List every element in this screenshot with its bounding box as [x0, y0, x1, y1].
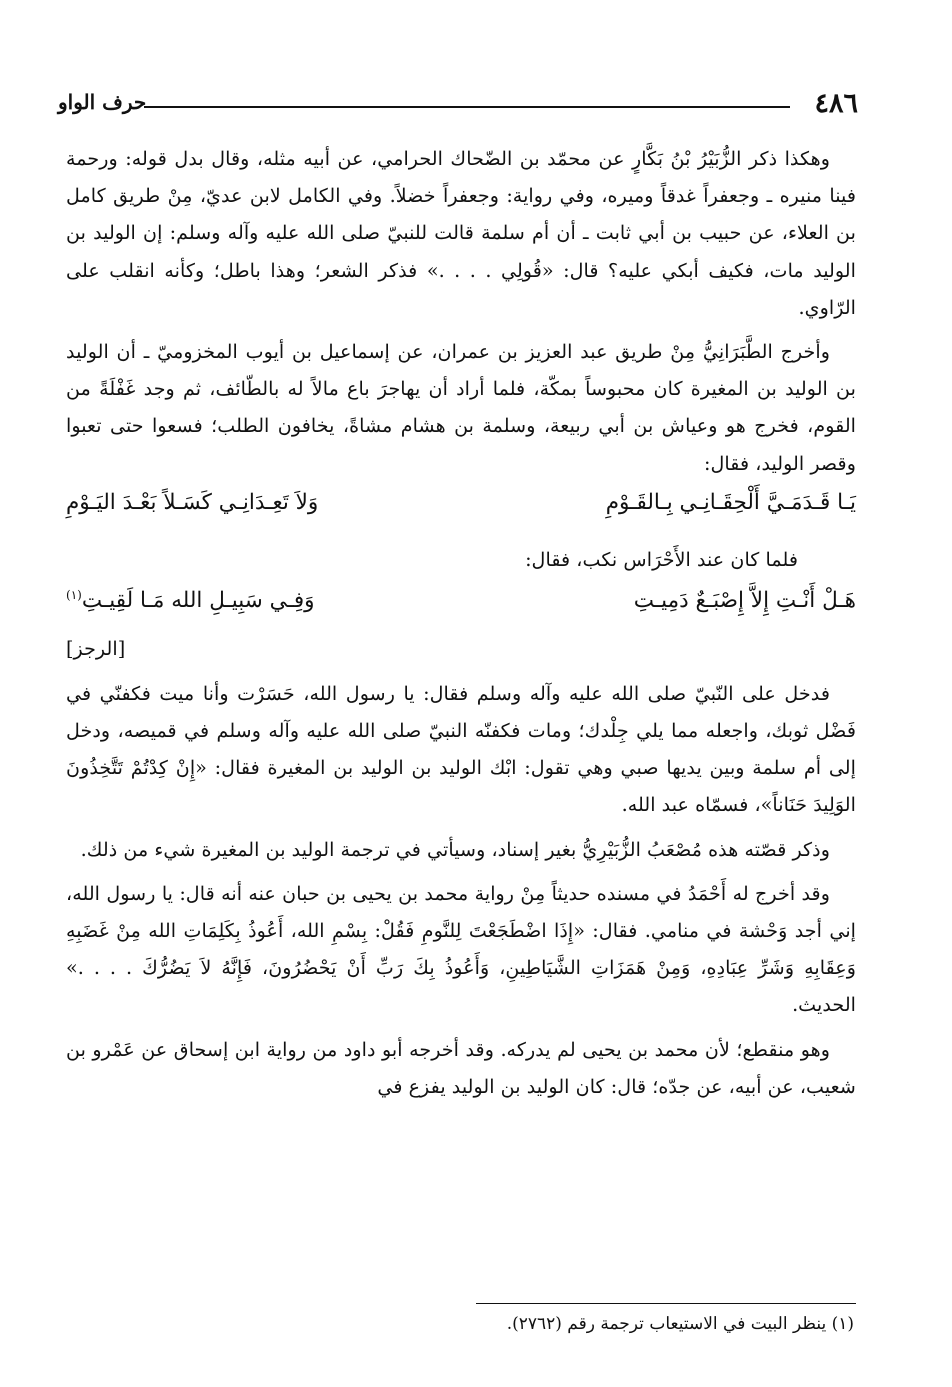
page-body — [66, 140, 856, 1105]
paragraph: وأخرج الطَّبَرَانِيُّ مِنْ طريق عبد العزيز بن عمران، عن إسماعيل بن أيوب المخزوميّ ـ أن الوليد بن الوليد بن المغيرة كان محبوساً بمكّة، فلما أراد أن يهاجرَ باع مالاً له بالطّائف، ثم وجد غَفْلَةً من القوم، فخرج هو وعياش بن أبي ربيعة، وسلمة بن هشام مشاةً، يخافون الطلب؛ فسعوا حتى تعبوا وقصر الوليد، فقال: — [66, 340, 856, 475]
page-header — [58, 82, 858, 122]
verse-second-hemistich: وَلاَ تَعِـدَانِـي كَسَـلاً بَعْـدَ اليَـوْمِ — [66, 489, 319, 515]
poem-verse — [66, 482, 856, 542]
verse-first-hemistich: هَـلْ أَنْـتِ إِلاَّ إِصْبَـعٌ دَمِيـتِ — [633, 587, 856, 613]
header-rule — [144, 106, 790, 108]
running-title: حرف الواو — [58, 90, 147, 114]
paragraph: وهكذا ذكر الزُّبَيْرُ بْنُ بَكَّارٍ عن محمّد بن الضّحاك الحرامي، عن أبيه مثله، وقال بدل قوله: ورحمة فينا منيره ـ وجعفراً غدقاً وميره، وفي رواية: وجعفراً خضلاً. وفي الكامل لابن عديّ، مِنْ طريق كامل بن العلاء، عن حبيب بن أبي ثابت ـ أن أم سلمة قالت للنبيّ صلى الله عليه وآله وسلم: إن الوليد بن الوليد مات، فكيف أبكي عليه؟ قال: «قُولِي . . . .» فذكر الشعر؛ وهذا باطل؛ وكأنه انقلب على الرّاوي. — [66, 147, 856, 319]
footnote-rule — [476, 1303, 856, 1304]
verse-intro: فلما كان عند الأَحْرَاس نكب، فقال: — [525, 547, 798, 571]
verse-second-hemistich-text: وَفِـي سَبِيـلِ الله مَـا لَقِيـتِ — [81, 587, 315, 613]
page-number: ٤٨٦ — [814, 88, 858, 119]
footnote-marker: (١) — [66, 587, 82, 602]
paragraph: وذكر قصّته هذه مُصْعَبُ الزُّبَيْرِيُّ بغير إسناد، وسيأتي في ترجمة الوليد بن المغيرة شيء من ذلك. — [80, 837, 830, 861]
footnote: (١) ينظر البيت في الاستيعاب ترجمة رقم (٢٧٦٢). — [506, 1314, 854, 1334]
verse-second-hemistich — [66, 588, 314, 613]
paragraph: فدخل على النّبيّ صلى الله عليه وآله وسلم فقال: يا رسول الله، حَسَرْت وأنا ميت فكفنّي في فَضْل ثوبك، واجعله مما يلي جِلْدك؛ ومات فكفنّه النبيّ صلى الله عليه وآله وسلم في قميصه، ودخل إلى أم سلمة وبين يديها صبي وهي تقول: ابْك الوليد بن الوليد بن المغيرة فقال: «إِنْ كِدْتُمْ تَتَّخِذُونَ الوَلِيدَ حَنَاناً»، فسمّاه عبد الله. — [66, 681, 856, 817]
paragraph: وهو منقطع؛ لأن محمد بن يحيى لم يدركه. وقد أخرجه أبو داود من رواية ابن إسحاق عن عَمْرو بن شعيب، عن أبيه، عن جدّه؛ قال: كان الوليد بن الوليد يفزع في — [66, 1037, 856, 1098]
paragraph: وقد أخرج له أَحْمَدُ في مسنده حديثاً مِنْ رواية محمد بن يحيى بن حبان عنه أنه قال: يا رسول الله، إني أجد وَحْشة في منامي. فقال: «إِذَا اضْطَجَعْتَ لِلنَّومِ فَقُلْ: بِسْمِ الله، أَعُوذُ بِكَلِمَاتِ الله مِنْ غَضَبِهِ وَعِقَابِهِ وَشَرِّ عِبَادِهِ، وَمِنْ هَمَزَاتِ الشَّيَاطِينِ، وَأَعُوذُ بِكَ رَبِّ أَنْ يَحْضُرُونَ، فَإِنَّهُ لاَ يَضُرُّكَ . . . .» الحديث. — [66, 881, 856, 1017]
poem-verse — [66, 580, 856, 640]
meter-label: [الرجز] — [66, 636, 126, 660]
verse-first-hemistich: يَـا قَـدَمَـيَّ أَلْحِقَـانِـي بِـالقَـوْمِ — [605, 489, 856, 515]
